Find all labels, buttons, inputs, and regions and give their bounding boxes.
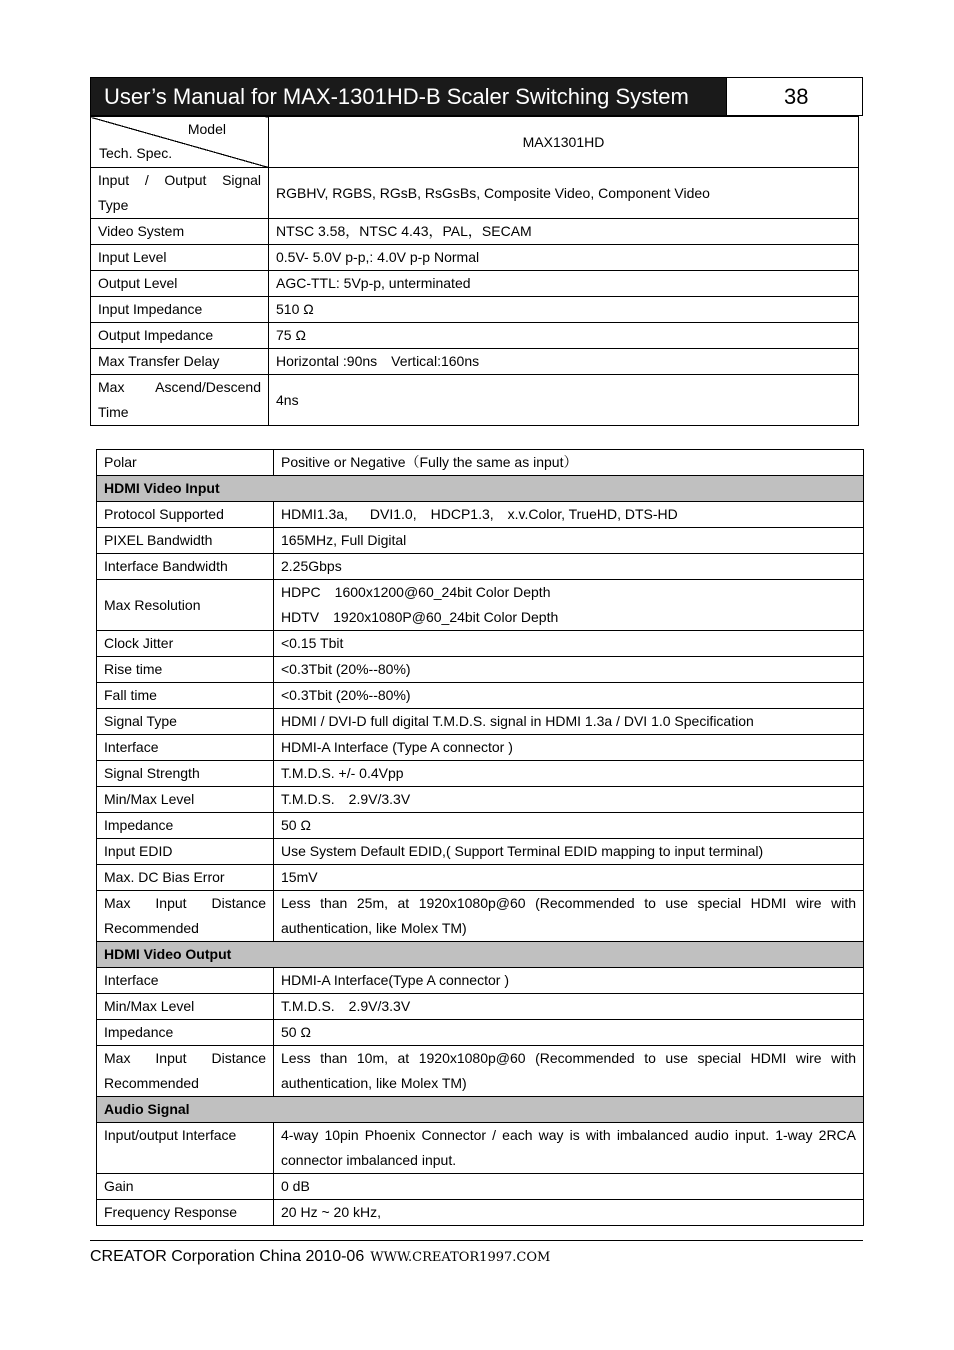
row-value: RGBHV, RGBS, RGsB, RsGsBs, Composite Video, Component Video <box>269 168 859 219</box>
row-value: Positive or Negative（Fully the same as input） <box>274 450 864 476</box>
row-value: AGC-TTL: 5Vp-p, unterminated <box>269 271 859 297</box>
row-label: Output Level <box>91 271 269 297</box>
row-label: Max. DC Bias Error <box>97 865 274 891</box>
row-value: <0.15 Tbit <box>274 631 864 657</box>
row-value: HDMI1.3a, DVI1.0, HDCP1.3, x.v.Color, TrueHD, DTS-HD <box>274 502 864 528</box>
row-label: Output Impedance <box>91 323 269 349</box>
row-label: Interface <box>97 968 274 994</box>
footer-company: CREATOR Corporation China 2010-06 <box>90 1248 365 1265</box>
spec-table-hdmi <box>96 449 864 1226</box>
page-header <box>90 77 863 116</box>
row-value: Use System Default EDID,( Support Terminal EDID mapping to input terminal) <box>274 839 864 865</box>
row-value: T.M.D.S. 2.9V/3.3V <box>274 787 864 813</box>
row-value: Horizontal :90ns Vertical:160ns <box>269 349 859 375</box>
table-row <box>97 1174 864 1200</box>
row-value: 2.25Gbps <box>274 554 864 580</box>
document-title: User’s Manual for MAX-1301HD-B Scaler Switching System <box>91 78 726 115</box>
row-value: Less than 10m, at 1920x1080p@60 (Recommended to use special HDMI wire with authentication, like Molex TM) <box>274 1046 864 1097</box>
table-row <box>97 1046 864 1097</box>
row-value: 20 Hz ~ 20 kHz, <box>274 1200 864 1226</box>
row-value: 510 Ω <box>269 297 859 323</box>
row-label: Max Input Distance Recommended <box>97 1046 274 1097</box>
table-row <box>97 631 864 657</box>
row-label: PIXEL Bandwidth <box>97 528 274 554</box>
table-row <box>91 117 859 168</box>
row-value: HDPC 1600x1200@60_24bit Color Depth HDTV 1920x1080P@60_24bit Color Depth <box>274 580 864 631</box>
page-footer <box>90 1248 550 1266</box>
row-label: Rise time <box>97 657 274 683</box>
row-label: Max Ascend/Descend Time <box>91 375 269 426</box>
section-title: HDMI Video Input <box>97 476 864 502</box>
table-row <box>91 349 859 375</box>
table-row <box>97 683 864 709</box>
model-value: MAX1301HD <box>269 117 859 168</box>
row-label: Gain <box>97 1174 274 1200</box>
table-row <box>97 891 864 942</box>
table-row <box>97 735 864 761</box>
spec-table-analog <box>90 116 859 426</box>
section-header <box>97 942 864 968</box>
row-label: Signal Type <box>97 709 274 735</box>
table-row <box>97 839 864 865</box>
table-row <box>91 323 859 349</box>
row-label: Interface Bandwidth <box>97 554 274 580</box>
row-label: Input EDID <box>97 839 274 865</box>
row-value: 165MHz, Full Digital <box>274 528 864 554</box>
page-number: 38 <box>726 78 862 115</box>
table-row <box>97 787 864 813</box>
row-label: Video System <box>91 219 269 245</box>
table-row <box>97 709 864 735</box>
row-value: <0.3Tbit (20%--80%) <box>274 657 864 683</box>
row-label: Fall time <box>97 683 274 709</box>
table-row <box>91 219 859 245</box>
table-row <box>97 580 864 631</box>
row-value: 4ns <box>269 375 859 426</box>
table-row <box>97 657 864 683</box>
row-label: Input Impedance <box>91 297 269 323</box>
table-row <box>97 1123 864 1174</box>
row-value: NTSC 3.58，NTSC 4.43，PAL，SECAM <box>269 219 859 245</box>
row-label: Polar <box>97 450 274 476</box>
table-row <box>97 1020 864 1046</box>
footer-divider <box>90 1240 863 1241</box>
row-label: Input Level <box>91 245 269 271</box>
table-row <box>97 761 864 787</box>
section-title: HDMI Video Output <box>97 942 864 968</box>
table-row <box>91 245 859 271</box>
row-value: HDMI-A Interface (Type A connector ) <box>274 735 864 761</box>
table-row <box>97 450 864 476</box>
row-label: Clock Jitter <box>97 631 274 657</box>
table-row <box>97 1200 864 1226</box>
section-header <box>97 476 864 502</box>
row-label: Max Transfer Delay <box>91 349 269 375</box>
table-row <box>91 168 859 219</box>
row-label: Max Input Distance Recommended <box>97 891 274 942</box>
row-label: Impedance <box>97 1020 274 1046</box>
row-label: Min/Max Level <box>97 994 274 1020</box>
row-value: HDMI-A Interface(Type A connector ) <box>274 968 864 994</box>
table-row <box>97 528 864 554</box>
table-row <box>97 813 864 839</box>
row-value: HDMI / DVI-D full digital T.M.D.S. signal in HDMI 1.3a / DVI 1.0 Specification <box>274 709 864 735</box>
table-row <box>97 554 864 580</box>
table-row <box>97 968 864 994</box>
section-header <box>97 1097 864 1123</box>
row-value: Less than 25m, at 1920x1080p@60 (Recommended to use special HDMI wire with authentication, like Molex TM) <box>274 891 864 942</box>
row-label: Signal Strength <box>97 761 274 787</box>
row-value: 4-way 10pin Phoenix Connector / each way is with imbalanced audio input. 1-way 2RCA connector imbalanced input. <box>274 1123 864 1174</box>
row-label: Protocol Supported <box>97 502 274 528</box>
row-value: 50 Ω <box>274 1020 864 1046</box>
row-value: 15mV <box>274 865 864 891</box>
table-row <box>97 865 864 891</box>
row-value: 50 Ω <box>274 813 864 839</box>
row-value: 0.5V- 5.0V p-p,: 4.0V p-p Normal <box>269 245 859 271</box>
section-title: Audio Signal <box>97 1097 864 1123</box>
row-label: Interface <box>97 735 274 761</box>
row-label: Min/Max Level <box>97 787 274 813</box>
table-row <box>91 271 859 297</box>
row-value: <0.3Tbit (20%--80%) <box>274 683 864 709</box>
corner-model-label: Model <box>187 121 226 137</box>
row-value: T.M.D.S. +/- 0.4Vpp <box>274 761 864 787</box>
footer-url: WWW.CREATOR1997.COM <box>370 1250 551 1265</box>
row-label: Frequency Response <box>97 1200 274 1226</box>
corner-spec-label: Tech. Spec. <box>99 145 173 161</box>
table-row <box>91 297 859 323</box>
row-label: Input/output Interface <box>97 1123 274 1174</box>
table-row <box>97 502 864 528</box>
row-value: T.M.D.S. 2.9V/3.3V <box>274 994 864 1020</box>
table-row <box>97 994 864 1020</box>
row-label: Max Resolution <box>97 580 274 631</box>
row-label: Impedance <box>97 813 274 839</box>
row-value: 75 Ω <box>269 323 859 349</box>
row-value: 0 dB <box>274 1174 864 1200</box>
table-row <box>91 375 859 426</box>
row-label: Input / Output Signal Type <box>91 168 269 219</box>
corner-cell <box>91 117 269 168</box>
